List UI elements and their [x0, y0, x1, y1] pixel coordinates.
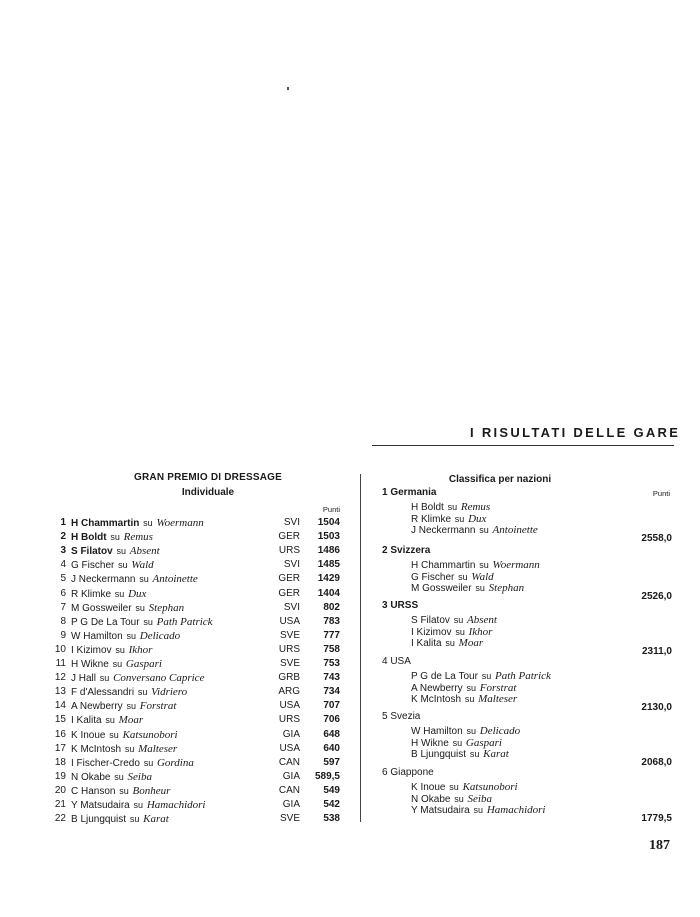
points: 706	[323, 714, 340, 726]
connector-word: su	[143, 616, 153, 627]
rider-entry	[71, 545, 160, 557]
rider-entry	[71, 588, 146, 600]
rider-name: R Klimke	[411, 513, 452, 525]
result-row	[52, 813, 344, 827]
page-number: 187	[649, 838, 670, 853]
rank: 22	[54, 813, 66, 825]
rank: 6	[60, 587, 66, 599]
rider-entry	[71, 771, 152, 783]
nation-code: URS	[278, 545, 300, 557]
rider-entry	[71, 531, 153, 543]
points: 1404	[317, 587, 340, 599]
result-row	[52, 630, 344, 644]
result-row	[52, 785, 344, 799]
rider-entry	[71, 686, 187, 698]
team-member	[411, 559, 540, 571]
team-total-points: 2311,0	[641, 646, 672, 657]
rider-name: I Kizimov	[71, 644, 112, 656]
team-member	[411, 670, 551, 682]
connector-word: su	[475, 583, 485, 593]
nation-code: CAN	[278, 784, 300, 796]
rank: 7	[60, 601, 66, 613]
rider-name: A Newberry	[411, 682, 463, 694]
connector-word: su	[115, 644, 125, 655]
team-member	[411, 804, 546, 816]
rider-name: W Hamilton	[71, 630, 123, 642]
nation-code: GIA	[282, 799, 300, 810]
rider-name: Y Matsudaira	[411, 805, 470, 816]
connector-word: su	[119, 785, 129, 796]
rider-name: M Gossweiler	[411, 583, 472, 594]
team-member	[411, 682, 516, 694]
nation-heading: 2 Svizzera	[382, 545, 431, 556]
points: 538	[323, 813, 340, 825]
horse-name: Katsunobori	[462, 781, 518, 793]
connector-word: su	[143, 518, 153, 528]
horse-name: Ikhor	[128, 643, 153, 656]
result-row	[52, 757, 344, 771]
connector-word: su	[109, 729, 119, 740]
nation-code: GER	[278, 573, 300, 585]
horse-name: Stephan	[488, 582, 525, 594]
connector-word: su	[137, 687, 148, 698]
team-member	[411, 626, 492, 638]
rank: 13	[54, 686, 66, 698]
rider-name: J Hall	[71, 673, 97, 685]
rider-entry	[71, 658, 162, 670]
team-member	[411, 571, 494, 583]
rider-entry	[71, 700, 176, 712]
points: 549	[323, 784, 340, 796]
rider-name: K Inoue	[71, 729, 106, 741]
horse-name: Antoinette	[152, 573, 198, 586]
team-member	[411, 614, 497, 626]
team-member	[411, 637, 483, 649]
points: 542	[323, 799, 340, 810]
connector-word: su	[449, 782, 459, 792]
team-member	[411, 513, 486, 525]
rider-entry	[71, 602, 184, 614]
rank: 8	[60, 615, 66, 627]
rank: 15	[54, 714, 66, 726]
result-row	[52, 743, 344, 757]
team-total-points: 2130,0	[641, 702, 672, 713]
rider-name: P G De La Tour	[71, 616, 140, 628]
horse-name: Woermann	[492, 559, 540, 571]
section-heading: I RISULTATI DELLE GARE	[470, 425, 681, 440]
rider-name: S Filatov	[71, 546, 113, 558]
rider-entry	[71, 785, 170, 797]
connector-word: su	[124, 743, 135, 754]
individual-points-label: Punti	[322, 505, 340, 514]
rank: 5	[60, 573, 66, 585]
horse-name: Woermann	[156, 517, 204, 529]
result-row	[52, 616, 344, 630]
horse-name: Remus	[123, 531, 153, 544]
rider-name: B Ljungquist	[411, 749, 467, 760]
nation-code: SVI	[283, 601, 300, 613]
rank: 18	[54, 756, 66, 768]
horse-name: Wald	[471, 570, 494, 583]
result-row	[52, 672, 344, 686]
horse-name: Antoinette	[492, 524, 538, 536]
horse-name: Dux	[128, 587, 147, 600]
rider-name: I Kalita	[411, 638, 442, 649]
rider-entry	[71, 757, 194, 769]
rank: 2	[60, 531, 66, 543]
connector-word: su	[126, 701, 136, 712]
horse-name: Stephan	[148, 601, 185, 614]
result-row	[52, 658, 344, 672]
connector-word: su	[118, 560, 128, 571]
rider-entry	[71, 630, 180, 642]
rank: 4	[60, 559, 66, 571]
nation-heading: 4 USA	[382, 656, 411, 667]
result-row	[52, 644, 344, 658]
nation-code: SVI	[283, 559, 300, 571]
rank: 19	[54, 770, 66, 782]
horse-name: Ikhor	[468, 625, 493, 638]
nations-title: Classifica per nazioni	[448, 474, 552, 485]
team-member	[411, 693, 517, 705]
nation-code: GER	[278, 587, 300, 599]
heading-rule	[372, 445, 674, 446]
nation-code: USA	[279, 615, 300, 627]
nation-code: SVE	[279, 658, 300, 669]
points: 1429	[317, 573, 340, 585]
rider-name: F d'Alessandri	[71, 687, 135, 699]
rider-name: R Klimke	[71, 588, 112, 600]
horse-name: Bonheur	[132, 784, 171, 797]
rank: 21	[54, 799, 66, 810]
rank: 16	[54, 728, 66, 740]
horse-name: Path Patrick	[494, 670, 551, 682]
rider-name: P G de La Tour	[411, 671, 478, 682]
result-row	[52, 686, 344, 700]
rider-entry	[71, 743, 177, 755]
horse-name: Gordina	[156, 756, 194, 769]
nation-code: SVI	[283, 517, 300, 528]
nation-heading: 1 Germania	[382, 487, 437, 498]
result-row	[52, 588, 344, 602]
connector-word: su	[114, 771, 124, 782]
horse-name: Absent	[129, 545, 160, 558]
connector-word: su	[110, 532, 120, 543]
connector-word: su	[99, 673, 110, 684]
rider-name: H Wikne	[71, 659, 109, 670]
points: 707	[323, 700, 340, 712]
team-total-points: 2558,0	[641, 533, 672, 544]
horse-name: Path Patrick	[156, 615, 213, 628]
horse-name: Forstrat	[139, 700, 177, 713]
connector-word: su	[464, 694, 475, 704]
rank: 10	[54, 643, 66, 655]
horse-name: Moar	[458, 637, 484, 649]
rider-name: K McIntosh	[71, 743, 122, 755]
rider-entry	[71, 729, 178, 741]
team-member	[411, 582, 524, 594]
rider-entry	[71, 714, 143, 726]
rider-entry	[71, 573, 198, 585]
connector-word: su	[112, 659, 123, 669]
horse-name: Karat	[483, 748, 509, 760]
rider-name: H Chammartin	[411, 560, 476, 571]
rider-name: K Inoue	[411, 782, 446, 793]
result-row	[52, 559, 344, 573]
horse-name: Hamachidori	[486, 804, 546, 816]
team-member	[411, 737, 502, 749]
nation-code: GIA	[282, 770, 300, 782]
rider-entry	[71, 813, 169, 825]
nation-code: SVE	[279, 629, 300, 641]
rider-name: I Fischer-Credo	[71, 757, 140, 769]
connector-word: su	[466, 682, 476, 693]
connector-word: su	[452, 737, 463, 748]
horse-name: Vidriero	[151, 686, 188, 699]
connector-word: su	[466, 726, 476, 736]
rider-entry	[71, 616, 213, 628]
connector-word: su	[135, 602, 145, 613]
horse-name: Wald	[131, 559, 154, 572]
team-member	[411, 781, 518, 793]
rider-name: H Chammartin	[71, 518, 140, 529]
team-total-points: 2068,0	[641, 757, 672, 768]
horse-name: Hamachidori	[146, 799, 206, 811]
team-member	[411, 725, 520, 737]
horse-name: Karat	[143, 813, 169, 826]
team-total-points: 2526,0	[641, 591, 672, 602]
rider-name: M Gossweiler	[71, 602, 132, 614]
rider-name: G Fischer	[71, 560, 115, 572]
nations-points-label: Punti	[652, 489, 670, 498]
result-row	[52, 531, 344, 545]
connector-word: su	[129, 814, 140, 825]
horse-name: Conversano Caprice	[113, 672, 205, 685]
points: 758	[323, 643, 340, 655]
team-total-points: 1779,5	[641, 813, 672, 824]
individual-subtitle: Individuale	[181, 487, 235, 498]
connector-word: su	[473, 805, 484, 815]
horse-name: Delicado	[479, 725, 521, 737]
rider-name: Y Matsudaira	[71, 800, 130, 811]
horse-name: Moar	[118, 714, 144, 727]
connector-word: su	[479, 560, 489, 570]
connector-word: su	[469, 749, 480, 759]
rider-name: C Hanson	[71, 785, 116, 797]
rider-name: G Fischer	[411, 571, 455, 583]
connector-word: su	[455, 626, 465, 637]
nation-heading: 5 Svezia	[382, 711, 421, 722]
points: 589,5	[314, 770, 340, 782]
points: 648	[323, 728, 340, 740]
rider-name: H Boldt	[71, 532, 107, 544]
nation-code: SVE	[279, 813, 300, 825]
rider-entry	[71, 799, 206, 811]
points: 802	[323, 601, 340, 613]
rider-name: J Neckermann	[411, 525, 476, 536]
nation-code: ARG	[278, 686, 300, 698]
rider-name: H Wikne	[411, 737, 449, 749]
connector-word: su	[143, 757, 154, 768]
rider-name: N Okabe	[411, 793, 451, 805]
result-row	[52, 700, 344, 714]
rider-name: H Boldt	[411, 502, 444, 513]
rider-name: I Kizimov	[411, 626, 452, 638]
connector-word: su	[447, 502, 458, 512]
nation-code: CAN	[278, 756, 300, 768]
result-row	[52, 573, 344, 587]
rank: 11	[55, 658, 66, 669]
rider-entry	[71, 644, 152, 656]
rider-name: S Filatov	[411, 615, 450, 626]
nation-code: URS	[278, 643, 300, 655]
result-row	[52, 714, 344, 728]
nation-code: GIA	[282, 728, 300, 740]
connector-word: su	[116, 546, 126, 557]
horse-name: Malteser	[478, 693, 518, 705]
nation-code: USA	[279, 742, 300, 754]
connector-word: su	[481, 671, 492, 681]
team-member	[411, 748, 509, 760]
nation-code: URS	[278, 714, 300, 726]
individual-title: GRAN PREMIO DI DRESSAGE	[134, 472, 282, 483]
horse-name: Seiba	[127, 770, 152, 783]
horse-name: Remus	[460, 501, 491, 513]
points: 734	[323, 686, 340, 698]
rider-entry	[71, 559, 154, 571]
points: 1503	[317, 531, 340, 543]
rider-name: W Hamilton	[411, 726, 463, 737]
rider-name: B Ljungquist	[71, 814, 127, 826]
points: 1485	[317, 559, 340, 571]
connector-word: su	[105, 715, 115, 726]
connector-word: su	[454, 793, 464, 804]
result-row	[52, 602, 344, 616]
points: 1504	[317, 517, 340, 528]
nation-heading: 3 URSS	[382, 600, 419, 611]
result-row	[52, 771, 344, 785]
points: 743	[323, 672, 340, 684]
connector-word: su	[139, 574, 149, 585]
rank: 20	[54, 784, 66, 796]
points: 640	[323, 742, 340, 754]
connector-word: su	[126, 630, 136, 641]
rank: 9	[60, 629, 66, 641]
team-member	[411, 501, 490, 513]
result-row	[52, 729, 344, 743]
nation-code: GER	[278, 531, 300, 543]
horse-name: Seiba	[467, 792, 492, 805]
team-member	[411, 793, 492, 805]
horse-name: Gaspari	[125, 658, 162, 670]
rider-name: A Newberry	[71, 701, 123, 713]
connector-word: su	[453, 615, 464, 625]
column-divider	[360, 474, 361, 822]
horse-name: Dux	[468, 512, 487, 525]
rank: 1	[60, 517, 66, 528]
connector-word: su	[479, 525, 489, 535]
rider-name: N Okabe	[71, 771, 111, 783]
rank: 12	[54, 672, 66, 684]
team-member	[411, 524, 538, 536]
rider-name: J Neckermann	[71, 574, 136, 586]
rider-entry	[71, 672, 204, 684]
points: 1486	[317, 545, 340, 557]
horse-name: Gaspari	[465, 736, 502, 749]
connector-word: su	[445, 638, 455, 648]
points: 783	[323, 615, 340, 627]
rank: 14	[54, 700, 66, 712]
rider-name: I Kalita	[71, 715, 102, 727]
horse-name: Delicado	[139, 629, 181, 642]
rank: 3	[60, 545, 66, 557]
result-row	[52, 799, 344, 813]
print-speck	[287, 87, 289, 90]
horse-name: Katsunobori	[122, 728, 178, 741]
result-row	[52, 545, 344, 559]
nation-code: GRB	[278, 672, 300, 684]
rank: 17	[54, 742, 66, 754]
rider-entry	[71, 517, 204, 529]
horse-name: Malteser	[138, 742, 178, 755]
rider-name: K McIntosh	[411, 694, 462, 705]
result-row	[52, 517, 344, 531]
nation-heading: 6 Giappone	[382, 767, 434, 778]
connector-word: su	[454, 513, 465, 524]
connector-word: su	[458, 571, 468, 582]
horse-name: Forstrat	[479, 681, 517, 694]
nation-code: USA	[279, 700, 300, 712]
horse-name: Absent	[466, 614, 497, 626]
connector-word: su	[133, 800, 144, 810]
connector-word: su	[114, 588, 125, 599]
points: 777	[323, 629, 340, 641]
points: 597	[323, 756, 340, 768]
points: 753	[323, 658, 340, 669]
